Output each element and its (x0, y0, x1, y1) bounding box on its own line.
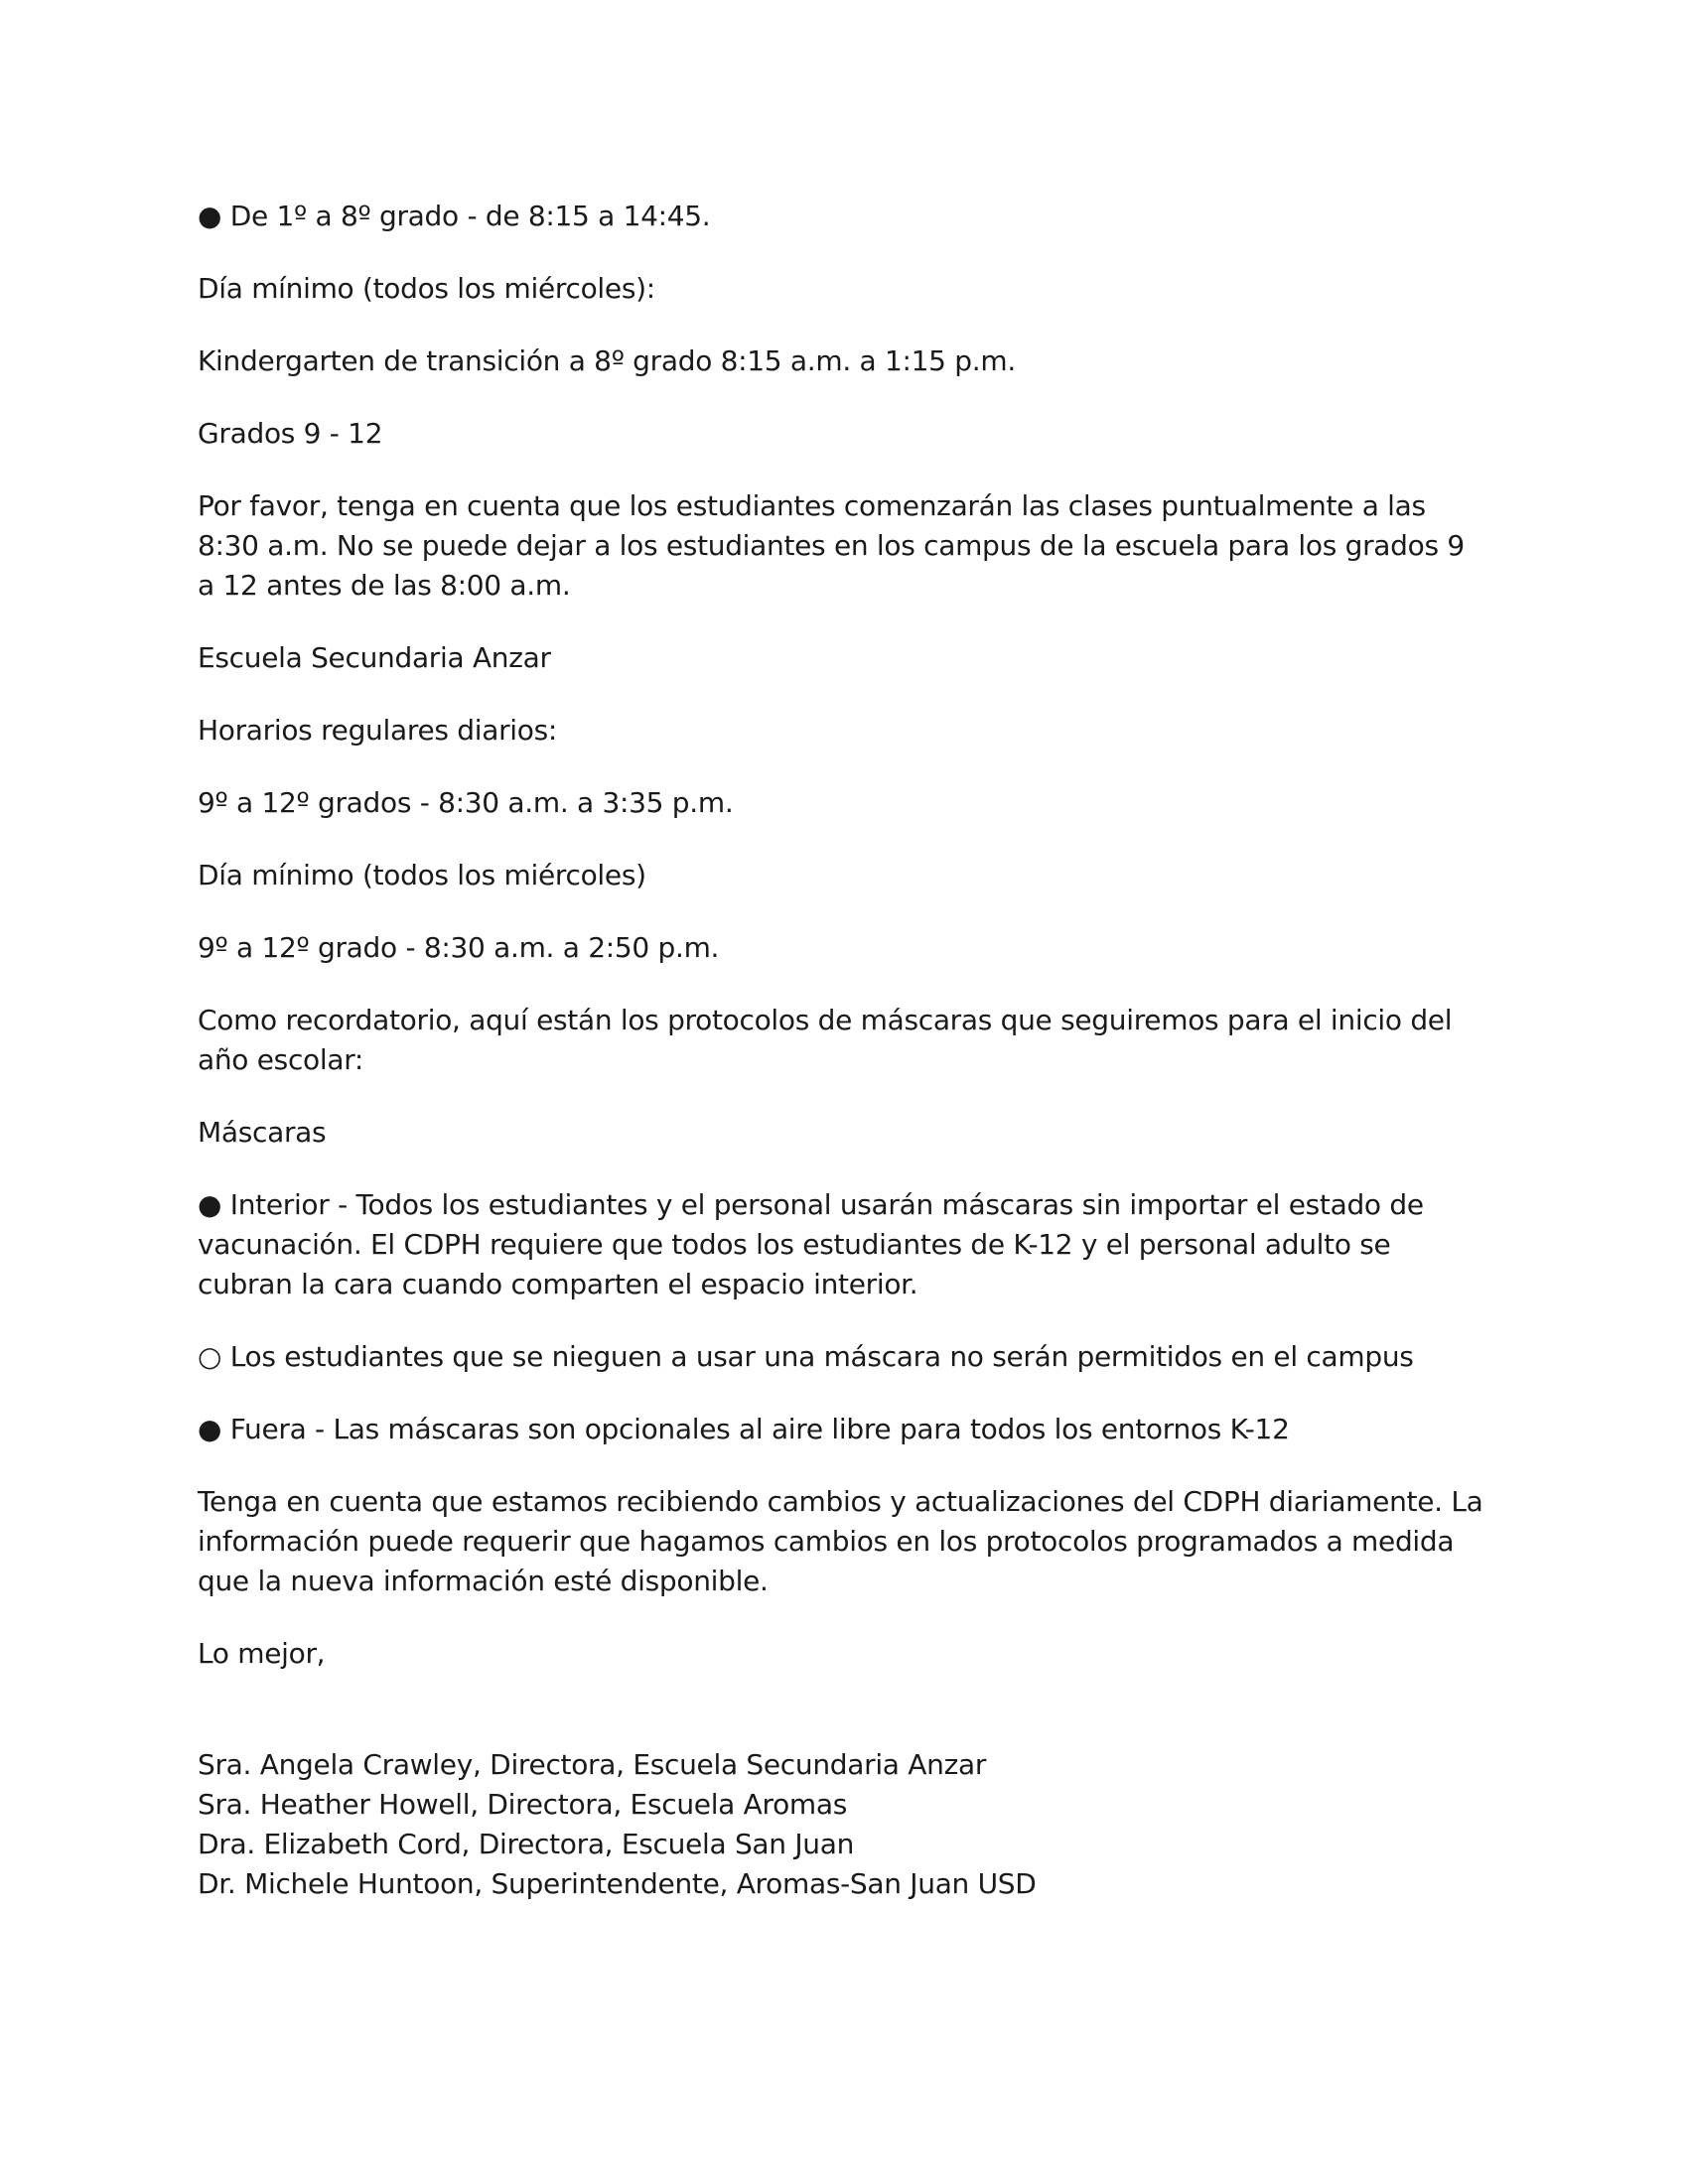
start-time-notice: Por favor, tenga en cuenta que los estudiantes comenzarán las clases puntualmente a las 8:30 a.m. No se puede dejar a los estudiantes en los campus de la escuela para los grados 9 a 12 antes de las 8:00 a.m. (198, 489, 1465, 602)
minimum-day-heading: Día mínimo (todos los miércoles): (198, 272, 655, 305)
signature-line: Sra. Heather Howell, Directora, Escuela Aromas (198, 1788, 848, 1821)
minimum-day-9-12: 9º a 12º grado - 8:30 a.m. a 2:50 p.m. (198, 931, 720, 964)
mask-refusal-rule: ○ Los estudiantes que se nieguen a usar una máscara no serán permitidos en el campus (198, 1340, 1414, 1373)
grades-9-12-heading: Grados 9 - 12 (198, 417, 383, 450)
minimum-day-heading-2: Día mínimo (todos los miércoles) (198, 859, 646, 891)
schedule-grades-1-8: ● De 1º a 8º grado - de 8:15 a 14:45. (198, 200, 711, 232)
letter-body (198, 197, 1488, 1904)
signature-line: Sra. Angela Crawley, Directora, Escuela Secundaria Anzar (198, 1748, 987, 1781)
school-name-anzar: Escuela Secundaria Anzar (198, 641, 551, 674)
signature-block (198, 1745, 1488, 1904)
signature-line: Dra. Elizabeth Cord, Directora, Escuela San Juan (198, 1828, 855, 1860)
minimum-day-tk-8: Kindergarten de transición a 8º grado 8:15 a.m. a 1:15 p.m. (198, 344, 1016, 377)
mask-indoor-rule: ● Interior - Todos los estudiantes y el personal usarán máscaras sin importar el estado de vacunación. El CDPH requiere que todos los estudiantes de K-12 y el personal adulto se cubran la cara cuando comparten el espacio interior. (198, 1188, 1424, 1300)
closing: Lo mejor, (198, 1637, 326, 1670)
regular-hours-9-12: 9º a 12º grados - 8:30 a.m. a 3:35 p.m. (198, 786, 734, 819)
signature-line: Dr. Michele Huntoon, Superintendente, Aromas-San Juan USD (198, 1867, 1037, 1900)
masks-heading: Máscaras (198, 1116, 327, 1149)
mask-outdoor-rule: ● Fuera - Las máscaras son opcionales al aire libre para todos los entornos K-12 (198, 1413, 1290, 1445)
cdph-updates-notice: Tenga en cuenta que estamos recibiendo cambios y actualizaciones del CDPH diariamente. La información puede requerir que hagamos cambios en los protocolos programados a medida que la nueva información esté disponible. (198, 1485, 1483, 1597)
mask-protocol-intro: Como recordatorio, aquí están los protocolos de máscaras que seguiremos para el inicio del año escolar: (198, 1004, 1453, 1076)
regular-hours-heading: Horarios regulares diarios: (198, 714, 558, 747)
